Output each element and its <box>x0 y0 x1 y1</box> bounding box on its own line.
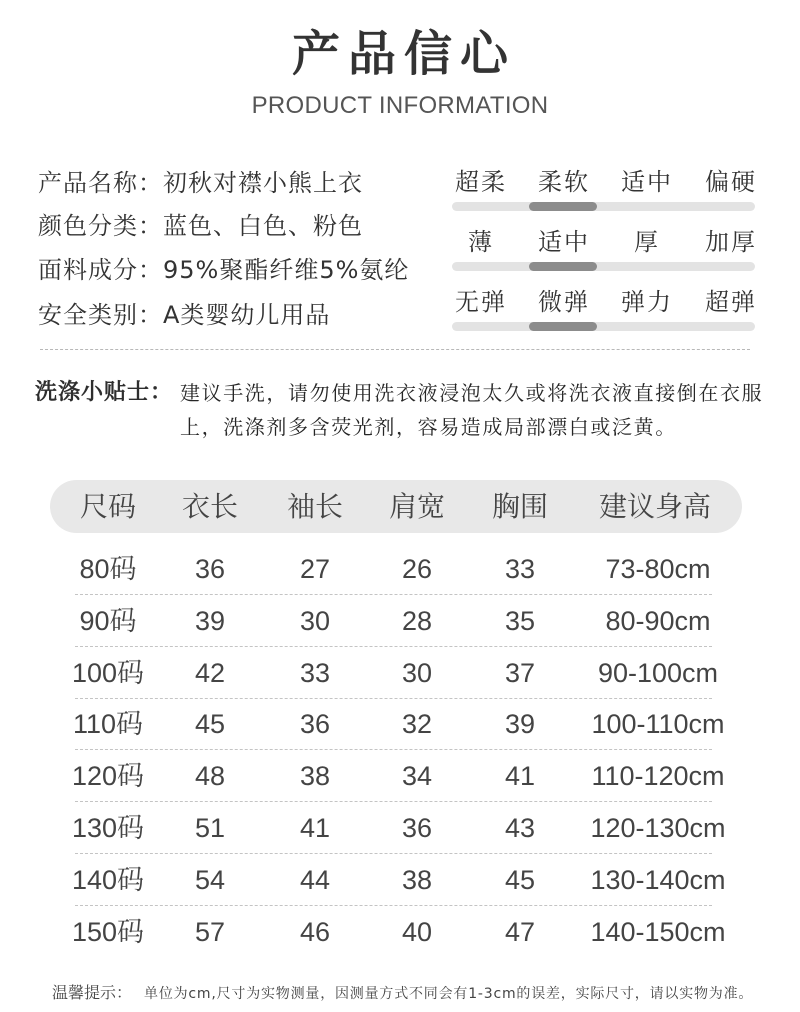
cell-sleeve: 46 <box>299 917 331 947</box>
info-row-color <box>38 209 363 243</box>
cell-size: 120码 <box>71 761 145 791</box>
care-tip-line: 建议手洗，请勿使用洗衣液浸泡太久或将洗衣液直接倒在衣服 <box>180 381 764 405</box>
cell-height: 80-90cm <box>605 606 711 636</box>
cell-chest: 47 <box>504 917 536 947</box>
cell-sleeve: 41 <box>299 813 331 843</box>
cell-sleeve: 36 <box>299 709 331 739</box>
scale-indicator <box>529 262 597 271</box>
cell-chest: 37 <box>504 658 536 688</box>
cell-shoulder: 32 <box>401 709 433 739</box>
cell-chest: 41 <box>504 761 536 791</box>
thickness-scale <box>440 225 770 275</box>
cell-shoulder: 34 <box>401 761 433 791</box>
column-header-size: 尺码 <box>79 490 136 523</box>
section-divider <box>40 349 750 350</box>
cell-length: 39 <box>194 606 226 636</box>
cell-length: 51 <box>194 813 226 843</box>
cell-size: 150码 <box>71 917 145 947</box>
cell-length: 48 <box>194 761 226 791</box>
cell-shoulder: 38 <box>401 865 433 895</box>
scale-track <box>452 202 755 211</box>
cell-height: 110-120cm <box>591 761 725 791</box>
cell-shoulder: 26 <box>401 554 433 584</box>
cell-size: 90码 <box>79 606 137 636</box>
info-label: 面料成分： <box>38 256 163 284</box>
table-row <box>0 543 800 595</box>
column-header-height: 建议身高 <box>598 490 711 523</box>
footer-label: 温馨提示： <box>52 983 133 1002</box>
cell-length: 45 <box>194 709 226 739</box>
cell-length: 36 <box>194 554 226 584</box>
cell-sleeve: 33 <box>299 658 331 688</box>
care-tip-line: 上，洗涤剂多含荧光剂，容易造成局部漂白或泛黄。 <box>180 415 677 439</box>
scale-option: 适中 <box>538 228 590 256</box>
page-subtitle: PRODUCT INFORMATION <box>251 92 549 119</box>
elasticity-scale <box>440 285 770 335</box>
table-row <box>0 802 800 854</box>
scale-track <box>452 322 755 331</box>
info-label: 安全类别： <box>38 301 163 329</box>
info-row-fabric <box>38 253 409 287</box>
table-row <box>0 647 800 699</box>
footer-note <box>52 980 753 1006</box>
scale-option: 偏硬 <box>705 168 757 196</box>
cell-height: 140-150cm <box>590 917 726 947</box>
cell-length: 42 <box>194 658 226 688</box>
column-header-chest: 胸围 <box>491 490 548 523</box>
cell-height: 130-140cm <box>590 865 726 895</box>
cell-height: 73-80cm <box>605 554 711 584</box>
cell-shoulder: 40 <box>401 917 433 947</box>
cell-chest: 39 <box>504 709 536 739</box>
scale-option: 无弹 <box>455 288 507 316</box>
cell-size: 80码 <box>79 554 137 584</box>
softness-scale <box>440 165 770 215</box>
care-tip-label: 洗涤小贴士： <box>35 380 174 405</box>
cell-sleeve: 38 <box>299 761 331 791</box>
column-header-shoulder: 肩宽 <box>388 490 445 523</box>
scale-indicator <box>529 202 597 211</box>
cell-size: 140码 <box>71 865 145 895</box>
cell-size: 110码 <box>72 709 144 739</box>
info-value: 初秋对襟小熊上衣 <box>163 169 363 197</box>
column-header-sleeve: 袖长 <box>286 490 343 523</box>
info-row-product-name <box>38 166 363 200</box>
table-row <box>0 595 800 647</box>
scale-option: 弹力 <box>621 288 673 316</box>
scale-option: 薄 <box>468 228 494 256</box>
cell-length: 57 <box>194 917 226 947</box>
page-title: 产品信心 <box>291 26 516 82</box>
table-row <box>0 698 800 750</box>
info-label: 颜色分类： <box>38 212 163 240</box>
scale-option: 超柔 <box>455 168 507 196</box>
info-value: 95%聚酯纤维5%氨纶 <box>163 256 410 284</box>
scale-option: 适中 <box>621 168 673 196</box>
cell-size: 130码 <box>71 813 145 843</box>
table-row <box>0 854 800 906</box>
cell-sleeve: 44 <box>299 865 331 895</box>
size-table-header <box>50 480 742 533</box>
scale-option: 柔软 <box>538 168 590 196</box>
column-header-length: 衣长 <box>181 490 238 523</box>
scale-option: 超弹 <box>705 288 757 316</box>
cell-chest: 35 <box>504 606 536 636</box>
cell-height: 120-130cm <box>590 813 726 843</box>
cell-size: 100码 <box>71 658 145 688</box>
table-row <box>0 906 800 958</box>
scale-track <box>452 262 755 271</box>
cell-height: 90-100cm <box>597 658 719 688</box>
info-value: A类婴幼儿用品 <box>163 301 331 329</box>
scale-option: 加厚 <box>705 228 757 256</box>
scale-indicator <box>529 322 597 331</box>
table-row <box>0 750 800 802</box>
cell-length: 54 <box>194 865 226 895</box>
cell-chest: 45 <box>504 865 536 895</box>
cell-sleeve: 27 <box>299 554 331 584</box>
footer-text: 单位为cm,尺寸为实物测量，因测量方式不同会有1-3cm的误差，实际尺寸，请以实物为准。 <box>144 986 754 1002</box>
info-label: 产品名称： <box>38 169 163 197</box>
cell-shoulder: 36 <box>401 813 433 843</box>
cell-shoulder: 30 <box>401 658 433 688</box>
cell-chest: 33 <box>504 554 536 584</box>
cell-sleeve: 30 <box>299 606 331 636</box>
scale-option: 微弹 <box>538 288 590 316</box>
cell-height: 100-110cm <box>591 709 725 739</box>
info-value: 蓝色、白色、粉色 <box>163 212 363 240</box>
cell-chest: 43 <box>504 813 536 843</box>
scale-option: 厚 <box>634 228 660 256</box>
info-row-safety <box>38 298 330 332</box>
cell-shoulder: 28 <box>401 606 433 636</box>
